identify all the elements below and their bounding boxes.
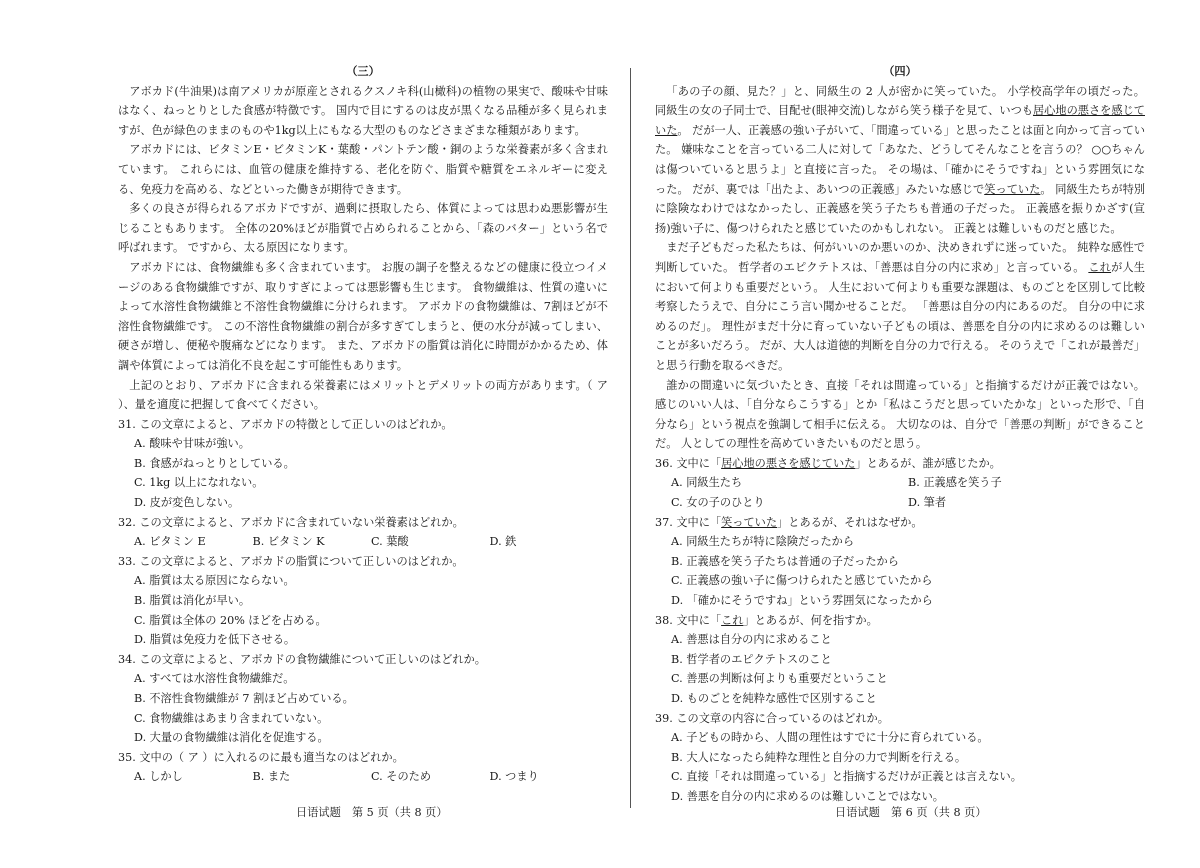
option-35-d: D. つまり	[489, 770, 539, 784]
option-32-c: C. 葉酸	[371, 535, 409, 549]
options-32	[118, 532, 608, 552]
option-35-a: A. しかし	[134, 770, 183, 784]
paragraph: 「あの子の顔、見た？」と、同級生の 2 人が密かに笑っていた。 小学校高学年の頃だった。 同級生の女の子同士で、目配せ(眼神交流)しながら笑う様子を見て、いつも居心地の悪さを感じていた。 だが一人、正義感の強い子がいて、「間違っている」と思ったことは面と向かって言っていた。 嫌味なことを言っている二人に対して「あなた、どうしてそんなことを言うの？ ○○ちゃんは傷ついていると思うよ」と直接に言った。 その場は、「確かにそうですね」という雰囲気になった。 だが、裏では「出たよ、あいつの正義感」みたいな感じで笑っていた。 同級生たちが特別に陰険なわけではなかったし、正義感を笑う子たちも普通の子だった。 正義感を振りかざす(宣扬)強い子に、傷つけられたと感じていたのかもしれない。 正義とは難しいものだと感じた。	[655, 84, 1146, 235]
section-title-4: （四）	[883, 64, 917, 78]
option-37-b: B. 正義感を笑う子たちは普通の子だったから	[671, 554, 899, 568]
question-35: 35. 文中の（ ア ）に入れるのに最も適当なのはどれか。	[118, 750, 404, 764]
options-35	[118, 767, 608, 787]
paragraph: アボカドには、食物繊維も多く含まれています。 お腹の調子を整えるなどの健康に役立つイメージのある食物繊維ですが、取りすぎによっては悪影響も生じます。 食物繊維は、性質の違いによって水溶性食物繊維と不溶性食物繊維に分けられます。 アボカドの食物繊維は、7割ほどが不溶性食物繊維です。 この不溶性食物繊維の割合が多すぎてしまうと、便の水分が減ってしまい、硬さが増し、便秘や腹痛などになります。 また、アボカドの脂質は消化に時間がかかるため、体調や体質によっては消化不良を起こす可能性もあります。	[118, 260, 608, 372]
option-31-d: D. 皮が変色しない。	[134, 496, 240, 510]
option-39-c: C. 直接「それは間違っている」と指摘するだけが正義とは言えない。	[671, 770, 1022, 784]
option-39-d: D. 善悪を自分の内に求めるのは難しいことではない。	[671, 789, 944, 803]
question-36: 36. 文中に「居心地の悪さを感じていた」とあるが、誰が感じたか。	[655, 456, 1001, 470]
options-36-row1	[655, 473, 1145, 493]
option-34-c: C. 食物繊維はあまり含まれていない。	[134, 711, 329, 725]
option-36-c: C. 女の子のひとり	[671, 496, 765, 510]
question-38: 38. 文中に「これ」とあるが、何を指すか。	[655, 613, 878, 627]
paragraph: 多くの良さが得られるアボカドですが、過剰に摂取したら、体質によっては思わぬ悪影響が生じることもあります。 全体の20%ほどが脂質で占められることから、「森のバター」という名で呼ばれます。 ですから、太る原因になります。	[118, 202, 608, 255]
option-34-d: D. 大量の食物繊維は消化を促進する。	[134, 731, 329, 745]
option-38-a: A. 善悪は自分の内に求めること	[671, 633, 832, 647]
option-33-c: C. 脂質は全体の 20% ほどを占める。	[134, 613, 327, 627]
underlined-phrase: これ	[1088, 260, 1112, 274]
question-31: 31. この文章によると、アボカドの特徴として正しいのはどれか。	[118, 417, 453, 431]
underlined-phrase: 笑っていた	[984, 182, 1041, 196]
option-39-b: B. 大人になったら純粋な理性と自分の力で判断を行える。	[671, 750, 967, 764]
option-31-b: B. 食感がねっとりとしている。	[134, 456, 295, 470]
question-32: 32. この文章によると、アボカドに含まれていない栄養素はどれか。	[118, 515, 464, 529]
paragraph: アボカド(牛油果)は南アメリカが原産とされるクスノキ科(山橄科)の植物の果実で、酸味や甘味はなく、ねっとりとした食感が特徴です。 国内で目にするのは皮が黒くなる品種が多く見られますが、色が緑色のままのものや1kg以上にもなる大型のものなどさまざまな種類があります。	[118, 84, 608, 137]
option-31-c: C. 1kg 以上になれない。	[134, 476, 264, 490]
option-33-d: D. 脂質は免疫力を低下させる。	[134, 633, 296, 647]
question-37: 37. 文中に「笑っていた」とあるが、それはなぜか。	[655, 515, 923, 529]
option-36-b: B. 正義感を笑う子	[908, 476, 1002, 490]
page-footer-6: 日语试题 第 6 页（共 8 页）	[835, 806, 987, 819]
option-38-b: B. 哲学者のエピクテトスのこと	[671, 652, 832, 666]
option-34-a: A. すべては水溶性食物繊維だ。	[134, 672, 295, 686]
option-32-d: D. 鉄	[489, 535, 517, 549]
options-36-row2	[655, 493, 1145, 513]
option-33-b: B. 脂質は消化が早い。	[134, 594, 251, 608]
option-37-a: A. 同級生たちが特に陰険だったから	[671, 535, 855, 549]
page-footer-5: 日语试题 第 5 页（共 8 页）	[296, 806, 448, 819]
section-title-3: （三）	[346, 64, 380, 78]
question-34: 34. この文章によると、アボカドの食物繊維について正しいのはどれか。	[118, 652, 486, 666]
option-35-b: B. また	[252, 770, 291, 784]
column-divider	[630, 68, 631, 808]
left-column	[118, 62, 608, 787]
underlined-phrase: 居心地の悪さを感じていた	[655, 104, 1145, 137]
option-31-a: A. 酸味や甘味が強い。	[134, 437, 250, 451]
paragraph: 誰かの間違いに気づいたとき、直接「それは間違っている」と指摘するだけが正義ではない。 感じのいい人は、「自分ならこうする」とか「私はこうだと思っていたかな」といった形で、「自分なら」という視点を強調して相手に伝える。 大切なのは、自分で「善悪の判断」ができることだ。 人としての理性を高めていきたいものだと思う。	[655, 378, 1145, 451]
option-36-a: A. 同級生たち	[671, 476, 743, 490]
right-column	[655, 62, 1145, 807]
option-38-d: D. ものごとを純粋な感性で区別すること	[671, 692, 877, 705]
option-32-a: A. ビタミン E	[134, 535, 206, 549]
question-39: 39. この文章の内容に合っているのはどれか。	[655, 711, 889, 725]
option-35-c: C. そのため	[371, 770, 432, 784]
option-32-b: B. ビタミン K	[252, 535, 325, 549]
option-37-c: C. 正義感の強い子に傷つけられたと感じていたから	[671, 574, 933, 588]
option-39-a: A. 子どもの時から、人間の理性はすでに十分に育られている。	[671, 731, 989, 745]
paragraph: 上記のとおり、アボカドに含まれる栄養素にはメリットとデメリットの両方があります。（ ア ）、量を適度に把握して食べてください。	[118, 378, 608, 412]
option-33-a: A. 脂質は太る原因にならない。	[134, 574, 295, 588]
option-34-b: B. 不溶性食物繊維が 7 割ほど占めている。	[134, 692, 354, 705]
option-37-d: D. 「確かにそうですね」という雰囲気になったから	[671, 594, 933, 608]
paragraph: まだ子どもだった私たちは、何がいいのか悪いのか、決めきれずに迷っていた。 純粋な感性で判断していた。 哲学者のエピクテトスは、「善悪は自分の内に求め」と言っている。 これが人生において何よりも重要だという。 人生において何よりも重要な課題は、ものごとを区別して比較考察したうえで、自分にこう言い聞かせることだ。 「善悪は自分の内にあるのだ。 自分の中に求めるのだ」。 理性がまだ十分に育っていない子どもの頃は、善悪を自分の内に求めるのは難しいことが多いだろう。 だが、大人は道徳的判断を自分の力で行える。 そのうえで「これが最善だ」と思う行動を取るべきだ。	[655, 241, 1145, 372]
question-33: 33. この文章によると、アボカドの脂質について正しいのはどれか。	[118, 554, 464, 568]
option-36-d: D. 筆者	[908, 496, 947, 510]
option-38-c: C. 善悪の判断は何よりも重要だということ	[671, 672, 888, 686]
paragraph: アボカドには、ビタミンE・ビタミンK・葉酸・パントテン酸・銅のような栄養素が多く含まれています。 これらには、血管の健康を維持する、老化を防ぐ、脂質や糖質をエネルギーに変える、免疫力を高める、などといった働きが期待できます。	[118, 143, 608, 196]
